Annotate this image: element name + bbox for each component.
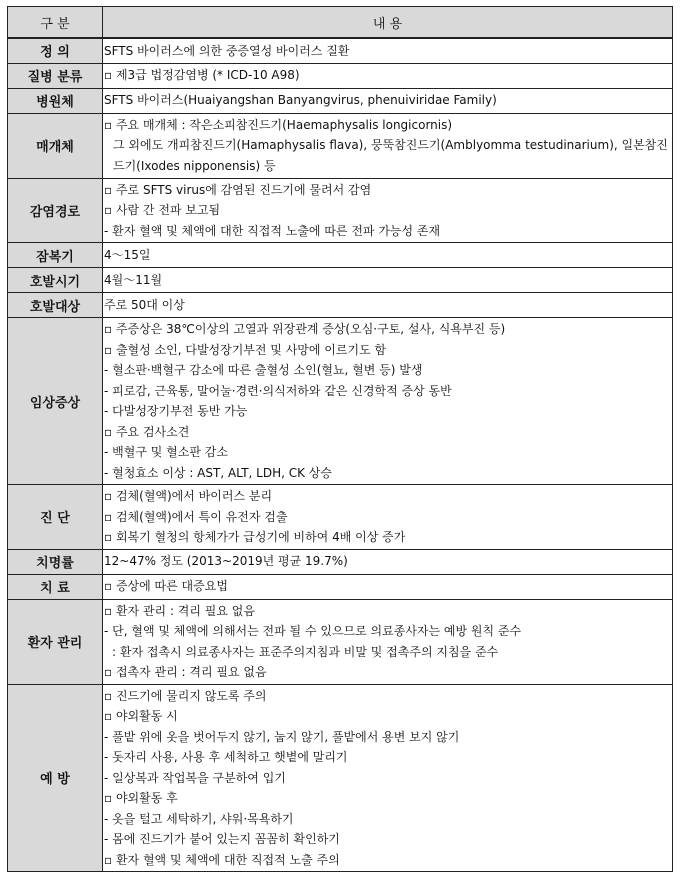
row-content [103,549,673,574]
row-content [103,38,673,63]
row-label: 질병 분류 [8,63,103,88]
row-label: 진 단 [8,485,103,550]
table-header-row [8,7,673,39]
content-line: - 옷을 털고 세탁하기, 샤워·목욕하기 [104,811,294,826]
content-line: 그 외에도 개피참진드기(Hamaphysalis flava), 뭉뚝참진드기(Amblyomma testudinarium), 일본참진드기(Ixodes nipponensis) 등 [113,138,668,173]
row-label: 호발대상 [8,293,103,318]
content-line: ▫ 검체(혈액)에서 바이러스 분리 [104,489,273,503]
row-diagnosis [8,485,673,550]
content-line: ▫ 주로 SFTS virus에 감염된 진드기에 물려서 감염 [104,182,372,197]
sfts-info-table [7,6,673,872]
content-line: 12~47% 정도 (2013~2019년 평균 19.7%) [104,554,348,569]
row-content [103,113,673,178]
row-content [103,63,673,88]
content-line: 4월～11월 [104,272,163,287]
row-pathogen [8,88,673,113]
row-symptoms [8,318,673,485]
content-line: - 일상복과 작업복을 구분하여 입기 [104,770,286,785]
row-content [103,599,673,684]
row-label: 정 의 [8,38,103,63]
row-classification [8,63,673,88]
row-label: 감염경로 [8,178,103,243]
content-line: - 환자 혈액 및 체액에 대한 직접적 노출에 따른 전파 가능성 존재 [104,223,441,238]
content-line: - 백혈구 및 혈소판 감소 [104,445,228,459]
row-label: 임상증상 [8,318,103,485]
header-category: 구 분 [8,7,103,39]
content-line: 4～15일 [104,247,151,262]
row-label: 병원체 [8,88,103,113]
row-content [103,243,673,268]
row-label: 치명률 [8,549,103,574]
row-content [103,178,673,243]
row-definition [8,38,673,63]
content-line: ▫ 환자 혈액 및 체액에 대한 직접적 노출 주의 [104,852,340,867]
content-line: ▫ 검체(혈액)에서 특이 유전자 검출 [104,509,288,524]
content-line: - 혈청효소 이상 : AST, ALT, LDH, CK 상승 [104,465,332,480]
content-line: 주로 50대 이상 [104,297,185,312]
row-content [103,318,673,485]
content-line: - 혈소판·백혈구 감소에 따른 출혈성 소인(혈뇨, 혈변 등) 발생 [104,363,423,377]
content-line: SFTS 바이러스(Huaiyangshan Banyangvirus, phenuiviridae Family) [104,93,497,108]
content-line: ▫ 야외활동 시 [104,709,178,723]
content-line: SFTS 바이러스에 의한 중증열성 바이러스 질환 [104,43,350,58]
content-line: ▫ 주요 검사소견 [104,424,190,439]
row-patient-management [8,599,673,684]
content-line: : 환자 접촉시 의료종사자는 표준주의지침과 비말 및 접촉주의 지침을 준수 [112,644,499,659]
content-line: ▫ 제3급 법정감염병 (* ICD-10 A98) [104,68,300,83]
content-line: - 다발성장기부전 동반 가능 [104,404,248,418]
row-content [103,88,673,113]
content-line: - 풀밭 위에 옷을 벗어두지 않기, 눕지 않기, 풀밭에서 용변 보지 않기 [104,729,460,744]
content-line: ▫ 환자 관리 : 격리 필요 없음 [104,603,255,618]
row-label: 호발시기 [8,268,103,293]
content-line: ▫ 야외활동 후 [104,791,178,805]
row-transmission [8,178,673,243]
row-target-group [8,293,673,318]
row-label: 예 방 [8,684,103,872]
row-label: 치 료 [8,574,103,599]
content-line: ▫ 회복기 혈청의 항체가가 급성기에 비하여 4배 이상 증가 [104,530,406,544]
content-line: ▫ 주증상은 38℃이상의 고열과 위장관계 증상(오심·구토, 설사, 식욕부진 등) [104,322,506,336]
content-line: - 피로감, 근육통, 말어눌·경련·의식저하와 같은 신경학적 증상 동반 [104,383,452,398]
row-label: 환자 관리 [8,599,103,684]
row-season [8,268,673,293]
content-line: - 단, 혈액 및 체액에 의해서는 전파 될 수 있으므로 의료종사자는 예방 원칙 준수 [104,624,522,638]
row-label: 매개체 [8,113,103,178]
row-content [103,293,673,318]
row-content [103,485,673,550]
row-incubation [8,243,673,268]
content-line: ▫ 접촉자 관리 : 격리 필요 없음 [104,665,267,679]
row-vector [8,113,673,178]
content-line: ▫ 출혈성 소인, 다발성장기부전 및 사망에 이르기도 함 [104,342,387,357]
content-line: ▫ 사람 간 전파 보고됨 [104,203,221,217]
row-label: 잠복기 [8,243,103,268]
row-content [103,268,673,293]
header-content: 내 용 [103,7,673,39]
row-fatality-rate [8,549,673,574]
row-treatment [8,574,673,599]
content-line: ▫ 주요 매개체 : 작은소피참진드기(Haemaphysalis longicornis) [104,117,453,132]
content-line: ▫ 증상에 따른 대증요법 [104,579,228,594]
row-content [103,574,673,599]
content-line: ▫ 진드기에 물리지 않도록 주의 [104,688,267,703]
row-prevention [8,684,673,872]
content-line: - 몸에 진드기가 붙어 있는지 꼼꼼히 확인하기 [104,832,340,846]
row-content [103,684,673,872]
content-line: - 돗자리 사용, 사용 후 세척하고 햇볕에 말리기 [104,750,348,764]
